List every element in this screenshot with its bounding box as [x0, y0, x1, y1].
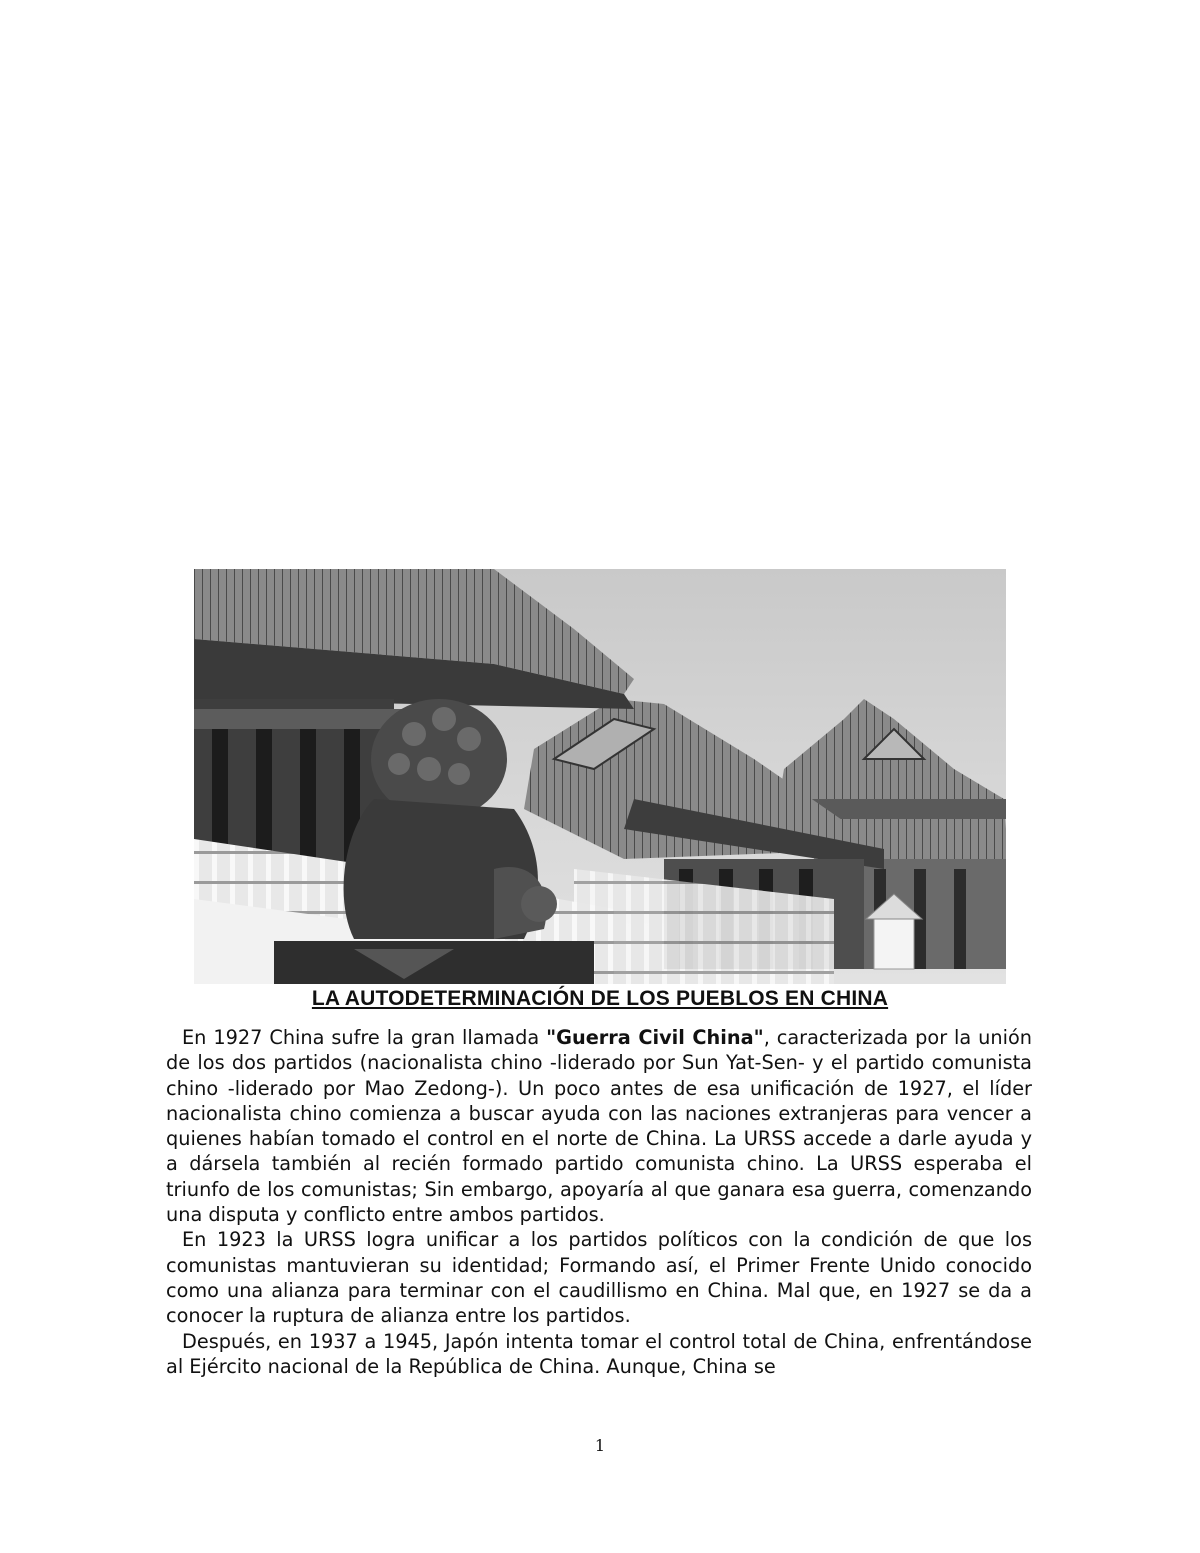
document-body	[166, 1025, 1032, 1379]
paragraph-1-rest: , caracterizada por la unión de los dos partidos (nacionalista chino -liderado por Sun Yat-Sen- y el partido comunista chino -liderado por Mao Zedong-). Un poco antes de esa unificación de 1927, el líder nacionalista chino comienza a buscar ayuda con las naciones extranjeras para vencer a quienes habían tomado el control en el norte de China. La URSS accede a darle ayuda y a dársela también al recién formado partido comunista chino. La URSS esperaba el triunfo de los comunistas; Sin embargo, apoyaría al que ganara esa guerra, comenzando una disputa y conflicto entre ambos partidos.	[166, 1026, 1032, 1227]
palace-lion-illustration	[194, 569, 1006, 984]
forbidden-city-photo	[194, 569, 1006, 984]
civil-war-term: "Guerra Civil China"	[546, 1026, 764, 1049]
paragraph-1-intro: En 1927 China sufre la gran llamada	[182, 1026, 547, 1049]
page-number: 1	[594, 1436, 606, 1455]
paragraph-3: Después, en 1937 a 1945, Japón intenta tomar el control total de China, enfrentándose al Ejército nacional de la República de China. Aunque, China se	[166, 1329, 1032, 1378]
paragraph-1	[166, 1025, 1032, 1227]
document-title: LA AUTODETERMINACIÓN DE LOS PUEBLOS EN CHINA	[311, 987, 889, 1010]
paragraph-2: En 1923 la URSS logra unificar a los partidos políticos con la condición de que los comunistas mantuvieran su identidad; Formando así, el Primer Frente Unido conocido como una alianza para terminar con el caudillismo en China. Mal que, en 1927 se da a conocer la ruptura de alianza entre los partidos.	[166, 1228, 1032, 1328]
